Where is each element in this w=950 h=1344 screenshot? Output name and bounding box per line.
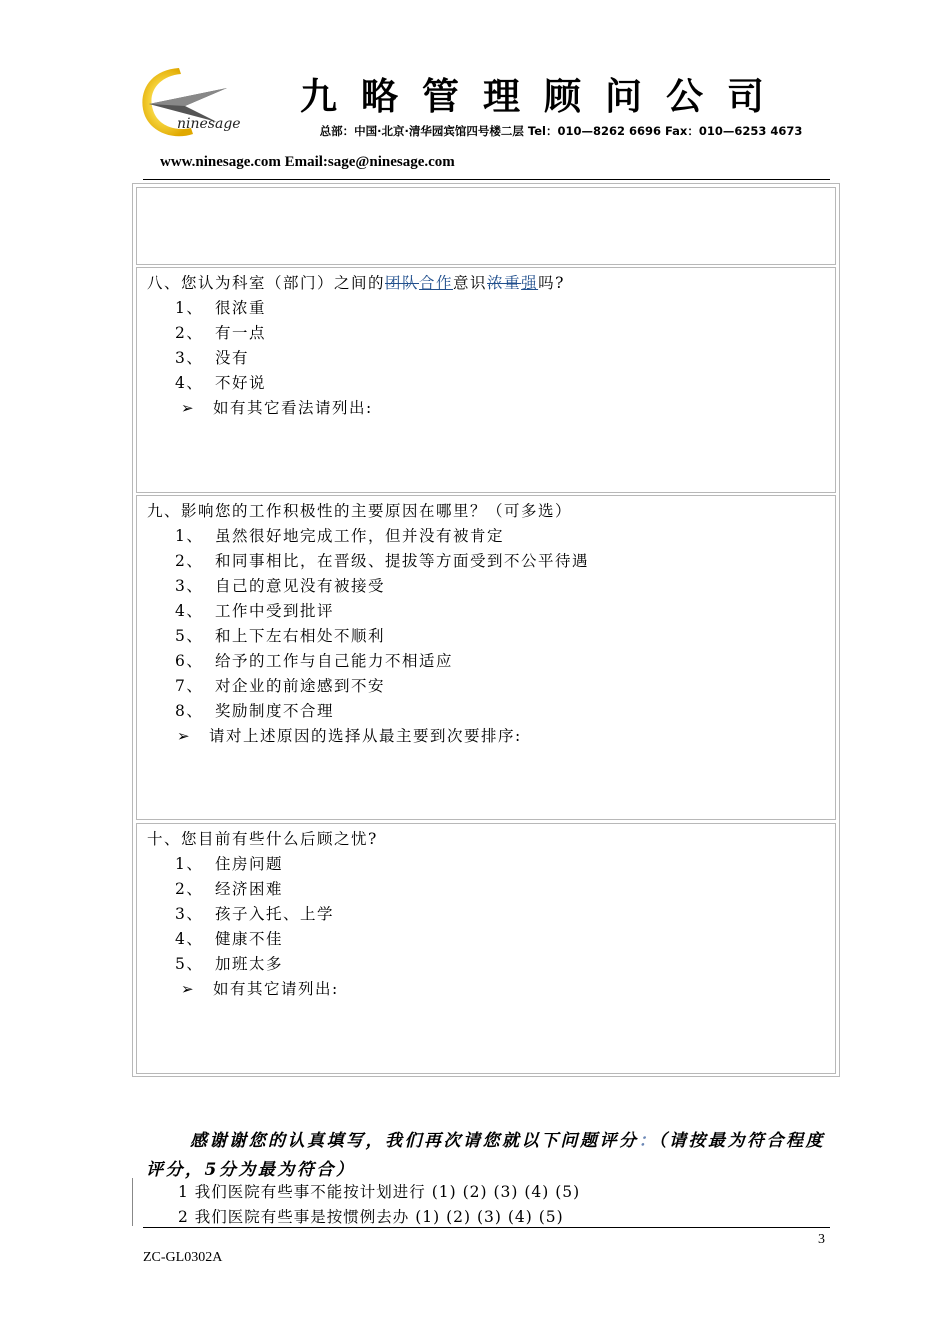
page-number: 3 [818,1232,825,1247]
option[interactable]: 5、 和上下左右相处不顺利 [175,627,386,645]
deleted-text: 浓重 [487,274,522,292]
option[interactable]: 5、 加班太多 [175,955,284,973]
deleted-text: 团队 [385,274,420,292]
question-8-title: 八、您认为科室（部门）之间的团队合作意识浓重强吗? [147,274,565,292]
company-web-email: www.ninesage.com Email:sage@ninesage.com [160,154,455,170]
questionnaire-table [132,183,840,1077]
footer-rule [143,1227,830,1228]
ranking-prompt: ➢ 请对上述原因的选择从最主要到次要排序: [177,727,522,745]
option[interactable]: 4、 工作中受到批评 [175,602,335,620]
option[interactable]: 4、 健康不佳 [175,930,284,948]
option[interactable]: 4、 不好说 [175,374,267,392]
arrow-bullet-icon: ➢ [177,727,192,745]
question-10-title: 十、您目前有些什么后顾之忧? [147,830,378,848]
arrow-bullet-icon: ➢ [181,399,196,417]
option[interactable]: 2、 有一点 [175,324,267,342]
question-10-cell [136,823,836,1074]
document-id: ZC-GL0302A [143,1250,223,1265]
closing-instruction: 感谢谢您的认真填写，我们再次请您就以下问题评分：（请按最为符合程度评分，5分为最为符合） [146,1131,825,1180]
inserted-text: 合作 [419,274,454,292]
header-rule [143,179,830,180]
change-bar [132,1178,133,1226]
option[interactable]: 7、 对企业的前途感到不安 [175,677,386,695]
option[interactable]: 2、 和同事相比，在晋级、提拔等方面受到不公平待遇 [175,552,590,570]
company-address: 总部：中国·北京·清华园宾馆四号楼二层 Tel：010—8262 6696 Fax：010—6253 4673 [319,124,803,138]
option[interactable]: 6、 给予的工作与自己能力不相适应 [175,652,454,670]
company-logo [135,62,265,144]
company-name: 九略管理顾问公司 [300,75,788,118]
inserted-text: 强 [521,274,539,292]
arrow-bullet-icon: ➢ [181,980,196,998]
other-opinion-prompt: ➢ 如有其它看法请列出: [181,399,373,417]
rating-item[interactable]: 1 我们医院有些事不能按计划进行 (1) (2) (3) (4) (5) [178,1183,581,1201]
option[interactable]: 3、 孩子入托、上学 [175,905,335,923]
question-9-cell [136,495,836,820]
answer-cell-previous[interactable] [136,187,836,265]
rating-item[interactable]: 2 我们医院有些事是按惯例去办 (1) (2) (3) (4) (5) [178,1208,564,1226]
option[interactable]: 3、 自己的意见没有被接受 [175,577,386,595]
option[interactable]: 8、 奖励制度不合理 [175,702,335,720]
option[interactable]: 3、 没有 [175,349,250,367]
option[interactable]: 1、 虽然很好地完成工作，但并没有被肯定 [175,527,505,545]
option[interactable]: 1、 很浓重 [175,299,267,317]
svg-text:ninesage: ninesage [177,116,241,132]
option[interactable]: 1、 住房问题 [175,855,284,873]
question-8-cell [136,267,836,493]
other-worries-prompt: ➢ 如有其它请列出: [181,980,339,998]
question-9-title: 九、影响您的工作积极性的主要原因在哪里？（可多选） [147,502,573,520]
option[interactable]: 2、 经济困难 [175,880,284,898]
